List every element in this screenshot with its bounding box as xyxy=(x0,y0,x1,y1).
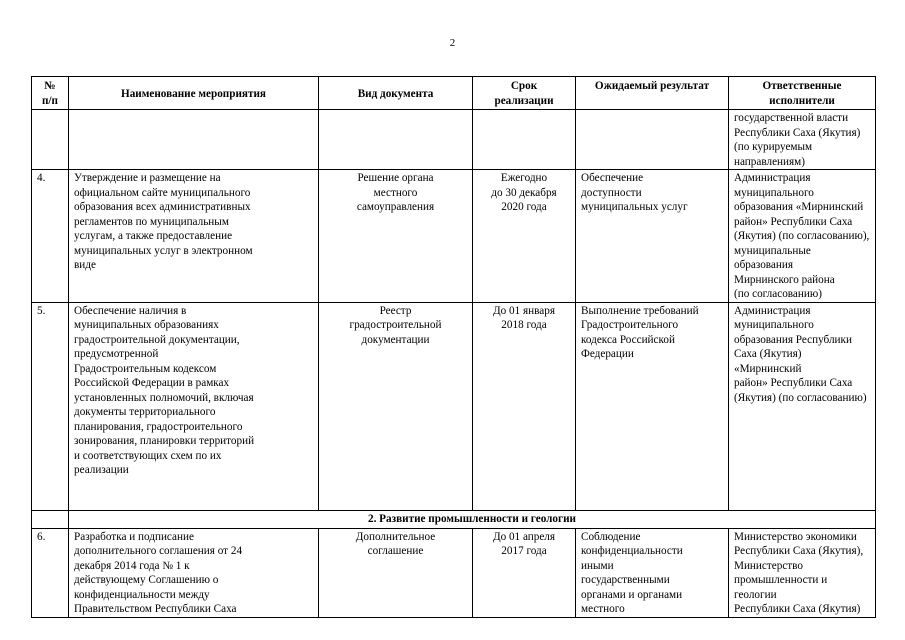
header-term: Срок реализации xyxy=(473,77,576,110)
cell-num: 4. xyxy=(32,170,69,303)
header-executors: Ответственные исполнители xyxy=(729,77,876,110)
cell-executors: Администрация муниципального образования «Мирнинский район» Республики Саха (Якутия) (по согласованию), муниципальные образования Мирнинского района (по согласованию) xyxy=(729,170,876,303)
table-row xyxy=(32,302,876,510)
cell-num: 5. xyxy=(32,302,69,510)
cell-term xyxy=(473,110,576,170)
cell-executors: Администрация муниципального образования Республики Саха (Якутия) «Мирнинский район» Республики Саха (Якутия) (по согласованию) xyxy=(729,302,876,510)
cell-result: Выполнение требований Градостроительного кодекса Российской Федерации xyxy=(576,302,729,510)
cell-name: Разработка и подписание дополнительного соглашения от 24 декабря 2014 года № 1 к действующему Соглашению о конфиденциальности между Правительством Республики Саха xyxy=(69,528,319,617)
measures-table xyxy=(31,76,876,618)
cell-result: Соблюдение конфиденциальности иными государственными органами и органами местного xyxy=(576,528,729,617)
section-num-cell xyxy=(32,510,69,528)
cell-num: 6. xyxy=(32,528,69,617)
cell-doc-type: Реестр градостроительной документации xyxy=(319,302,473,510)
cell-doc-type xyxy=(319,110,473,170)
cell-executors: Министерство экономики Республики Саха (Якутия), Министерство промышленности и геологии Республики Саха (Якутия) xyxy=(729,528,876,617)
cell-executors: государственной власти Республики Саха (Якутия) (по курируемым направлениям) xyxy=(729,110,876,170)
header-doc-type: Вид документа xyxy=(319,77,473,110)
cell-term: До 01 января 2018 года xyxy=(473,302,576,510)
cell-name: Обеспечение наличия в муниципальных образованиях градостроительной документации, предусмотренной Градостроительным кодексом Российской Федерации в рамках установленных полномочий, включая документы территориального планирования, градостроительного зонирования, планировки территорий и соответствующих схем по их реализации xyxy=(69,302,319,510)
header-name: Наименование мероприятия xyxy=(69,77,319,110)
section-row xyxy=(32,510,876,528)
cell-result xyxy=(576,110,729,170)
table-row xyxy=(32,170,876,303)
header-result: Ожидаемый результат xyxy=(576,77,729,110)
table-header-row xyxy=(32,77,876,110)
page-number: 2 xyxy=(449,37,456,49)
cell-result: Обеспечение доступности муниципальных услуг xyxy=(576,170,729,303)
cell-term: Ежегодно до 30 декабря 2020 года xyxy=(473,170,576,303)
cell-name: Утверждение и размещение на официальном сайте муниципального образования всех административных регламентов по муниципальным услугам, а также предоставление муниципальных услуг в электронном виде xyxy=(69,170,319,303)
header-num: № п/п xyxy=(32,77,69,110)
cell-name xyxy=(69,110,319,170)
section-title: 2. Развитие промышленности и геологии xyxy=(69,510,876,528)
table-row xyxy=(32,110,876,170)
cell-num xyxy=(32,110,69,170)
cell-doc-type: Дополнительное соглашение xyxy=(319,528,473,617)
cell-term: До 01 апреля 2017 года xyxy=(473,528,576,617)
cell-doc-type: Решение органа местного самоуправления xyxy=(319,170,473,303)
table-row xyxy=(32,528,876,617)
